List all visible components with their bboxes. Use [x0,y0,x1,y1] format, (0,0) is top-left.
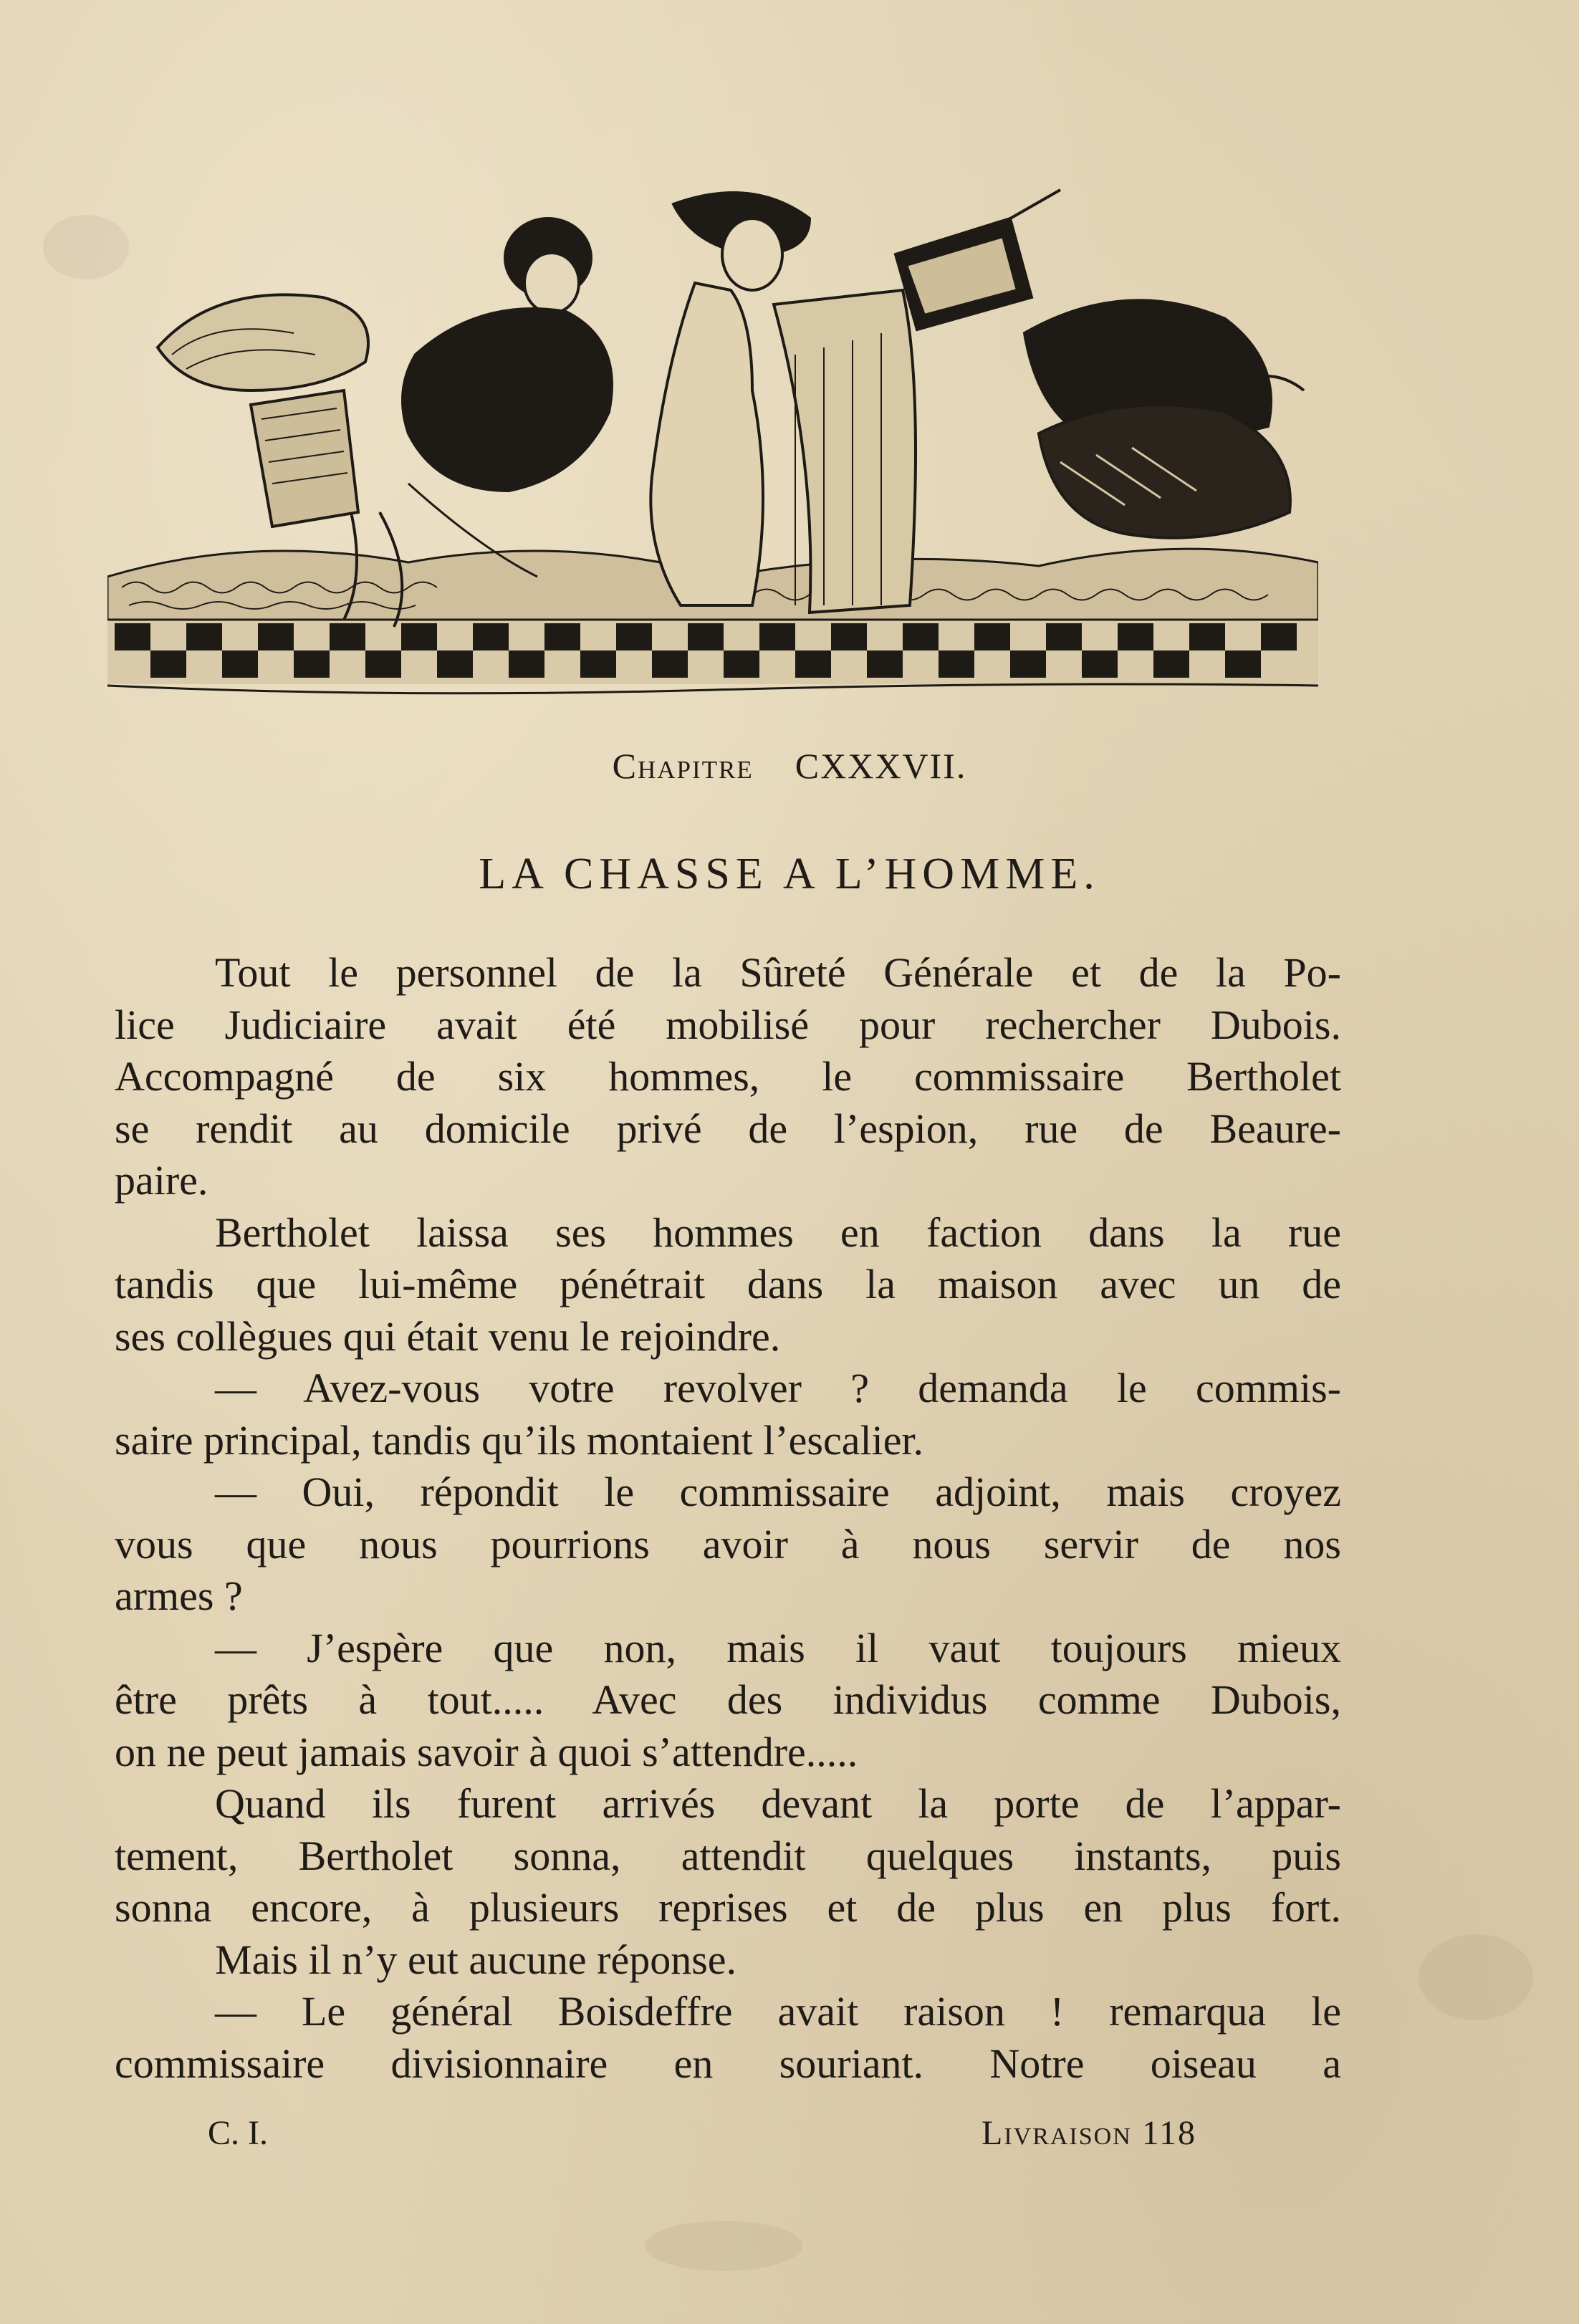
paper-stain [1419,1934,1533,2020]
text-line: se rendit au domicile privé de l’espion, rue de Beaure- [115,1105,1341,1152]
text-line: tement, Bertholet sonna, attendit quelques instants, puis [115,1832,1341,1879]
text-line: armes ? [115,1572,243,1619]
text-line: — J’espère que non, mais il vaut toujours mieux [215,1624,1341,1671]
paper-stain [645,2221,802,2271]
text-line: — Le général Boisdeffre avait raison ! remarqua le [215,1988,1341,2035]
chapter-heading [0,745,1579,787]
text-line: paire. [115,1157,208,1204]
right-drapery [1024,300,1304,537]
engraving-women-reading-icon [107,176,1318,720]
body-text [115,947,1341,2090]
footer-signature: C. I. [208,2114,268,2152]
checkered-floor [107,620,1318,693]
text-line: Quand ils furent arrivés devant la porte de l’appar- [215,1780,1341,1827]
footer-livraison: Livraison 118 [982,2114,1196,2152]
text-line: saire principal, tandis qu’ils montaient l’escalier. [115,1416,924,1464]
text-line: commissaire divisionnaire en souriant. Notre oiseau a [115,2040,1341,2087]
text-line: tandis que lui-même pénétrait dans la maison avec un de [115,1261,1341,1307]
text-line: être prêts à tout..... Avec des individus comme Dubois, [115,1676,1341,1723]
center-woman-figure [651,190,1060,613]
chapter-label: Chapitre [612,746,754,786]
text-line: ses collègues qui était venu le rejoindre. [115,1312,781,1360]
text-line: lice Judiciaire avait été mobilisé pour rechercher Dubois. [115,1001,1341,1048]
text-line: Bertholet laissa ses hommes en faction dans la rue [215,1209,1341,1256]
chapter-title: LA CHASSE A L’HOMME. [479,850,1100,898]
text-line: Accompagné de six hommes, le commissaire Bertholet [115,1053,1341,1100]
text-line: sonna encore, à plusieurs reprises et de plus en plus fort. [115,1884,1341,1931]
text-line: Tout le personnel de la Sûreté Générale et de la Po- [215,949,1341,996]
text-line: vous que nous pourrions avoir à nous servir de nos [115,1520,1341,1567]
text-line: Mais il n’y eut aucune réponse. [215,1936,737,1983]
chapter-number: CXXXVII. [795,746,967,786]
text-line: on ne peut jamais savoir à quoi s’attendre..... [115,1728,858,1775]
text-line: — Oui, répondit le commissaire adjoint, mais croyez [215,1469,1341,1515]
text-line: — Avez-vous votre revolver ? demanda le commis- [215,1365,1341,1411]
